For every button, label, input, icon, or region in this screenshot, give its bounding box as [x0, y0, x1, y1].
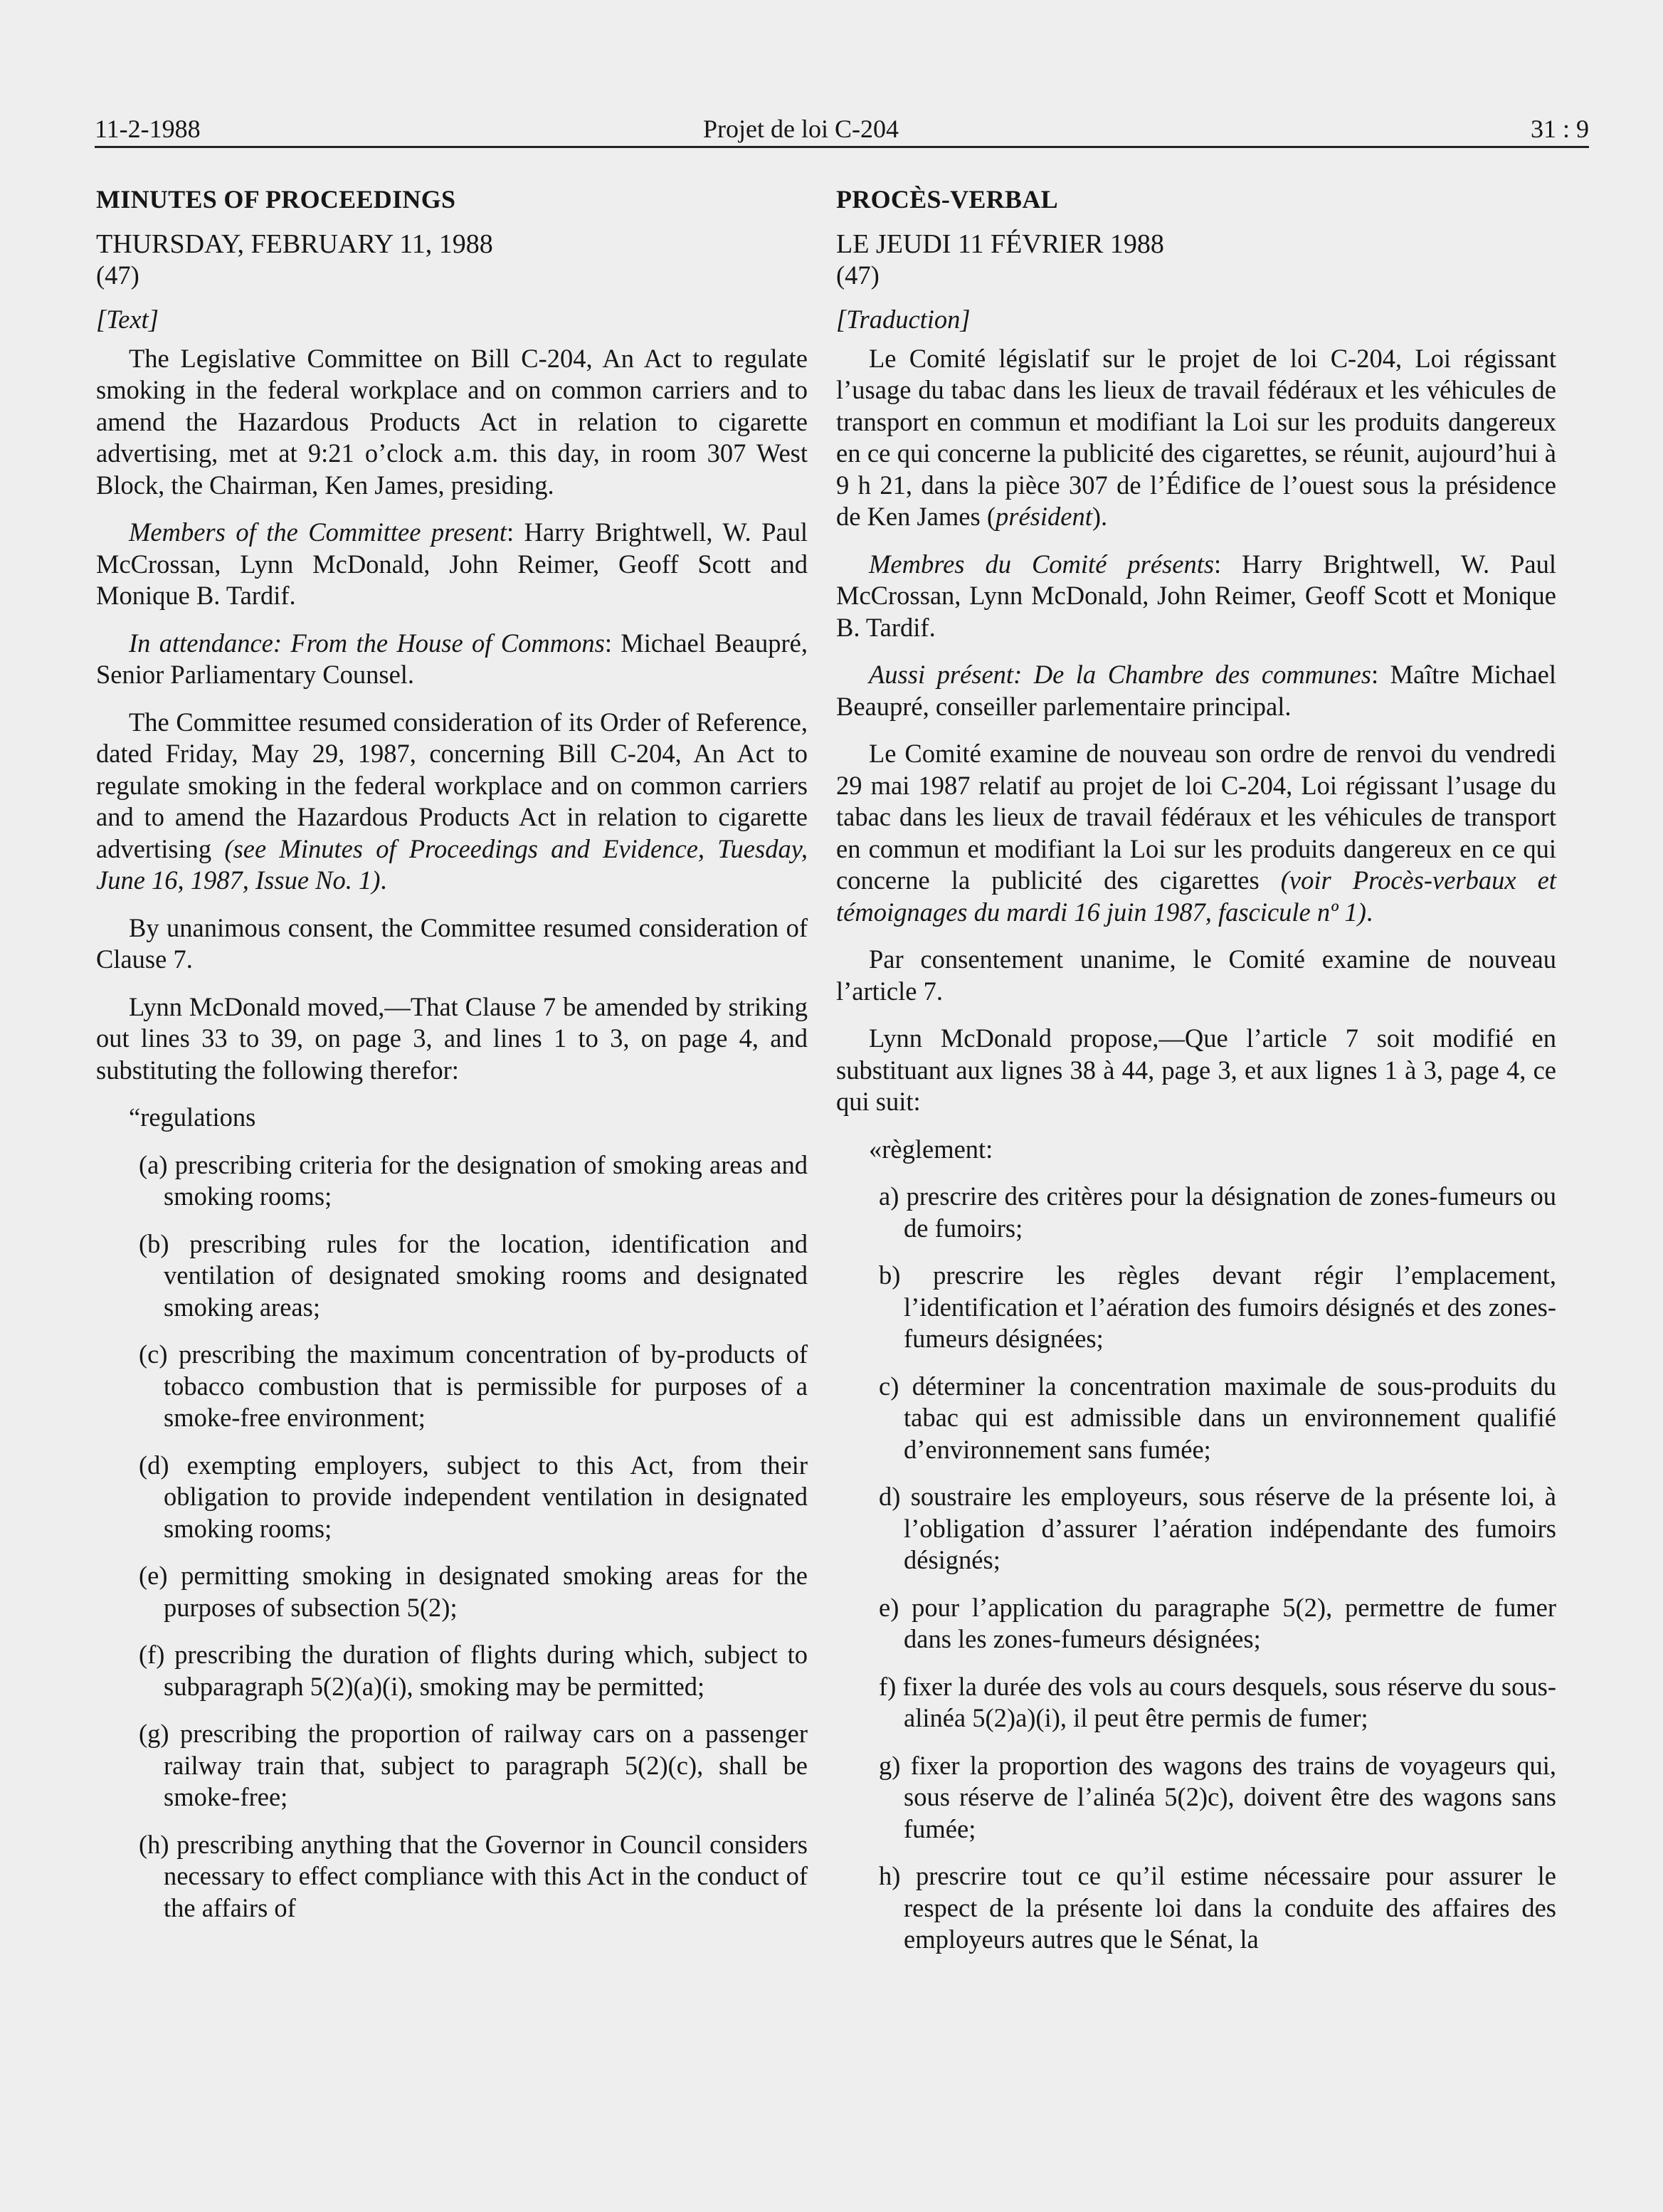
text-tag: [Text]	[96, 305, 159, 334]
list-item: g) fixer la proportion des wagons des trains de voyageurs qui, sous réserve de l’alinéa 5(2)c), doivent être des wagons sans fumée;	[879, 1750, 1556, 1843]
list-item: b) prescrire les règles devant régir l’emplacement, l’identification et l’aération des fumoirs désignés et des zones-fumeurs désignées;	[879, 1260, 1556, 1353]
chair-role: président	[996, 502, 1092, 531]
attendance-paragraph	[836, 659, 1556, 722]
order-end: .	[1366, 897, 1373, 927]
members-label: Membres du Comité présents	[869, 549, 1215, 579]
english-column	[96, 184, 808, 1939]
list-item: (d) exempting employers, subject to this Act, from their obligation to provide independent ventilation in designated smoking rooms;	[139, 1450, 808, 1543]
members-label: Members of the Committee present	[129, 517, 507, 547]
list-item: (e) permitting smoking in designated smoking areas for the purposes of subsection 5(2);	[139, 1561, 808, 1622]
list-item: (c) prescribing the maximum concentration of by-products of tobacco combustion that is permissible for purposes of a smoke-free environment;	[139, 1339, 808, 1432]
consent-paragraph: By unanimous consent, the Committee resumed consideration of Clause 7.	[96, 912, 808, 974]
quote-open: «règlement:	[869, 1134, 993, 1164]
list-item: (b) prescribing rules for the location, identification and ventilation of designated smoking rooms and designated smoking areas;	[139, 1228, 808, 1322]
header-rule	[95, 146, 1589, 148]
meeting-date: THURSDAY, FEBRUARY 11, 1988	[96, 228, 493, 259]
members-paragraph	[836, 549, 1556, 644]
members-text: : Harry Brightwell, W. Paul McCrossan, Lynn McDonald, John Reimer, Geoff Scott et Monique B. Tardif.	[836, 549, 1556, 642]
attendance-from: : De la Chambre des communes	[1013, 660, 1371, 689]
order-of-reference-paragraph	[96, 707, 808, 897]
order-reference: (voir Procès-verbaux et témoignages du mardi 16 juin 1987, fascicule nº 1)	[836, 865, 1556, 927]
list-item: e) pour l’application du paragraphe 5(2), permettre de fumer dans les zones-fumeurs désignées;	[879, 1592, 1556, 1653]
section-heading: MINUTES OF PROCEEDINGS	[96, 185, 456, 214]
motion-paragraph: Lynn McDonald moved,—That Clause 7 be amended by striking out lines 33 to 39, on page 3, and lines 1 to 3, on page 4, and substituting the following therefor:	[96, 991, 808, 1085]
order-end: .	[380, 865, 387, 895]
members-paragraph	[96, 517, 808, 612]
order-reference: (see Minutes of Proceedings and Evidence, Tuesday, June 16, 1987, Issue No. 1)	[96, 833, 808, 895]
list-item: h) prescrire tout ce qu’il estime nécessaire pour assurer le respect de la présente loi dans la conduite des affaires des employeurs autres que le Sénat, la	[879, 1861, 1556, 1954]
meeting-date: LE JEUDI 11 FÉVRIER 1988	[836, 228, 1164, 259]
meeting-number: (47)	[836, 260, 880, 290]
meeting-number: (47)	[96, 260, 139, 290]
members-text: : Harry Brightwell, W. Paul McCrossan, Lynn McDonald, John Reimer, Geoff Scott and Monique B. Tardif.	[96, 517, 808, 610]
list-item: d) soustraire les employeurs, sous réserve de la présente loi, à l’obligation d’assurer l’aération indépendante des fumoirs désignés;	[879, 1482, 1556, 1574]
header-page-number: 31 : 9	[1530, 115, 1589, 143]
opening-end: ).	[1092, 502, 1108, 531]
attendance-label: Aussi présent	[869, 660, 1014, 689]
list-item: a) prescrire des critères pour la désignation de zones-fumeurs ou de fumoirs;	[879, 1181, 1556, 1243]
french-column	[836, 184, 1556, 1971]
attendance-text: : Maître Michael Beaupré, conseiller parlementaire principal.	[836, 660, 1556, 721]
opening-paragraph: The Legislative Committee on Bill C-204, An Act to regulate smoking in the federal workplace and on common carriers and to amend the Hazardous Products Act in relation to cigarette advertising, met at 9:21 o’clock a.m. this day, in room 307 West Block, the Chairman, Ken James, presiding.	[96, 343, 808, 500]
attendance-text: : Michael Beaupré, Senior Parliamentary Counsel.	[96, 628, 808, 689]
opening-paragraph	[836, 343, 1556, 533]
list-item: f) fixer la durée des vols au cours desquels, sous réserve du sous-alinéa 5(2)a)(i), il peut être permis de fumer;	[879, 1671, 1556, 1732]
motion-paragraph: Lynn McDonald propose,—Que l’article 7 soit modifié en substituant aux lignes 38 à 44, page 3, et aux lignes 1 à 3, page 4, ce qui suit:	[836, 1023, 1556, 1116]
list-item: (g) prescribing the proportion of railway cars on a passenger railway train that, subject to paragraph 5(2)(c), shall be smoke-free;	[139, 1719, 808, 1811]
opening-text: Le Comité législatif sur le projet de loi C-204, Loi régissant l’usage du tabac dans les lieux de travail fédéraux et les véhicules de transport en commun et modifiant la Loi sur les produits dangereux en ce qui concerne la publicité des cigarettes, se réunit, aujourd’hui à 9 h 21, dans la pièce 307 de l’Édifice de l’ouest sous la présidence de Ken James (	[836, 343, 1556, 531]
section-heading: PROCÈS-VERBAL	[836, 185, 1058, 214]
order-text: The Committee resumed consideration of its Order of Reference, dated Friday, May 29, 1987, concerning Bill C-204, An Act to regulate smoking in the federal workplace and on common carriers and to amend the Hazardous Products Act in relation to cigarette advertising	[96, 707, 808, 863]
list-item: (a) prescribing criteria for the designation of smoking areas and smoking rooms;	[139, 1149, 808, 1211]
attendance-from: : From the House of Commons	[273, 628, 605, 658]
order-text: Le Comité examine de nouveau son ordre de renvoi du vendredi 29 mai 1987 relatif au projet de loi C-204, Loi régissant l’usage du tabac dans les lieux de travail fédéraux et les véhicules de transport en commun et modifiant la Loi sur les produits dangereux en ce qui concerne la publicité des cigarettes	[836, 739, 1556, 895]
list-item: (f) prescribing the duration of flights during which, subject to subparagraph 5(2)(a)(i), smoking may be permitted;	[139, 1640, 808, 1701]
order-of-reference-paragraph	[836, 738, 1556, 928]
list-item: c) déterminer la concentration maximale de sous-produits du tabac qui est admissible dans un environnement qualifié d’environnement sans fumée;	[879, 1371, 1556, 1464]
attendance-paragraph	[96, 628, 808, 691]
consent-paragraph: Par consentement unanime, le Comité examine de nouveau l’article 7.	[836, 944, 1556, 1006]
header-title: Projet de loi C-204	[703, 115, 899, 143]
list-item: (h) prescribing anything that the Governor in Council considers necessary to effect compliance with this Act in the conduct of the affairs of	[139, 1829, 808, 1922]
header-date: 11-2-1988	[95, 115, 201, 143]
attendance-label: In attendance	[129, 628, 273, 658]
quote-open: “regulations	[129, 1102, 256, 1132]
translation-tag: [Traduction]	[836, 305, 971, 334]
